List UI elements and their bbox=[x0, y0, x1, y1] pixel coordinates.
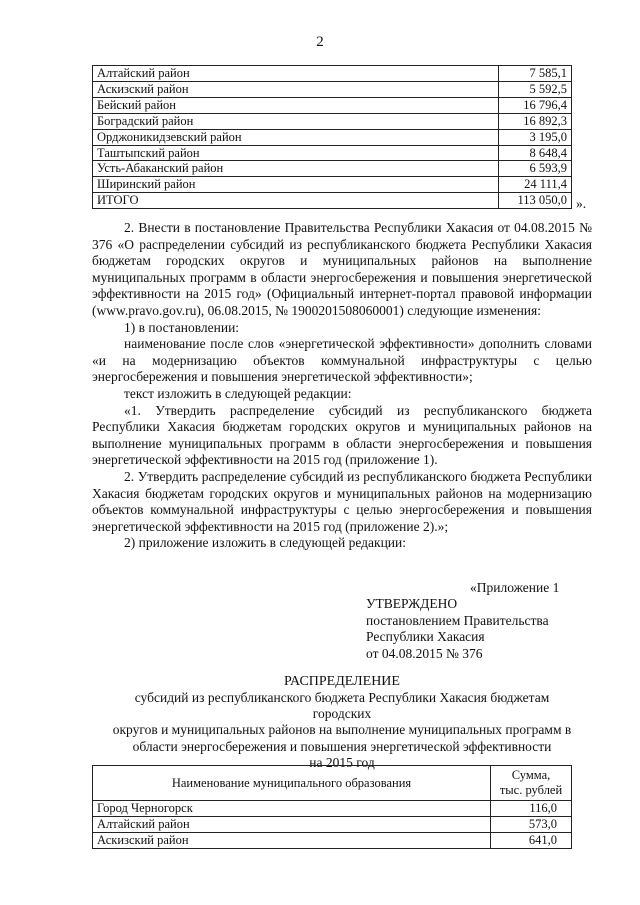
paragraph-item-2: 2. Внести в постановление Правительства Республики Хакасия от 04.08.2015 № 376 «О распределении субсидий из республиканского бюджета Республики Хакасия бюджетам городских округов и муниципальных районов на выполнение муниципальных программ в области энергосбережения и повышения энергетической эффективности на 2015 год» (Официальный интернет-портал правовой информации (www.pravo.gov.ru), 06.08.2015, № 1900201508060001) следующие изменения: bbox=[92, 220, 592, 318]
municipality-sum: 573,0 bbox=[491, 817, 572, 833]
document-subtitle bbox=[104, 690, 580, 771]
district-value: 6 593,9 bbox=[499, 161, 572, 177]
page-number: 2 bbox=[316, 34, 324, 50]
district-value: 3 195,0 bbox=[499, 129, 572, 145]
district-value: 24 111,4 bbox=[499, 177, 572, 193]
table-row bbox=[93, 833, 572, 849]
table-row bbox=[93, 113, 572, 129]
subtitle-line: области энергосбережения и повышения энергетической эффективности bbox=[132, 738, 552, 754]
paragraph-subitem-2: 2) приложение изложить в следующей редакции: bbox=[124, 535, 407, 551]
total-value: 113 050,0 bbox=[499, 193, 572, 209]
district-name: Орджоникидзевский район bbox=[93, 129, 499, 145]
district-name: Аскизский район bbox=[93, 81, 499, 97]
municipality-sum: 641,0 bbox=[491, 833, 572, 849]
table-row bbox=[93, 817, 572, 833]
subsidy-totals-table bbox=[92, 65, 572, 209]
municipality-name: Город Черногорск bbox=[93, 801, 491, 817]
approval-line: Республики Хакасия bbox=[366, 629, 485, 645]
subtitle-line: субсидий из республиканского бюджета Республики Хакасия бюджетам городских bbox=[134, 690, 550, 722]
paragraph-new-item-2: 2. Утвердить распределение субсидий из республиканского бюджета Республики Хакасия бюджетам городских округов и муниципальных районов на модернизацию объектов коммунальной инфраструктуры с целью энергосбережения и повышения энергетической эффективности на 2015 год (приложение 2).»; bbox=[92, 468, 592, 534]
approval-block bbox=[366, 596, 549, 662]
closing-quote: ». bbox=[576, 196, 587, 211]
paragraph-subitem-1: 1) в постановлении: bbox=[124, 319, 240, 335]
subtitle-line: на 2015 год bbox=[309, 754, 375, 770]
district-name: Бейский район bbox=[93, 97, 499, 113]
approval-line: постановлением Правительства bbox=[366, 612, 549, 628]
total-label: ИТОГО bbox=[93, 193, 499, 209]
document-title: РАСПРЕДЕЛЕНИЕ bbox=[284, 674, 400, 689]
district-name: Боградский район bbox=[93, 113, 499, 129]
district-name: Усть-Абаканский район bbox=[93, 161, 499, 177]
district-value: 5 592,5 bbox=[499, 81, 572, 97]
paragraph-text-intro: текст изложить в следующей редакции: bbox=[124, 385, 352, 401]
district-value: 16 892,3 bbox=[499, 113, 572, 129]
district-name: Алтайский район bbox=[93, 66, 499, 82]
table-header-row bbox=[93, 766, 572, 801]
table-row bbox=[93, 129, 572, 145]
district-value: 16 796,4 bbox=[499, 97, 572, 113]
total-row bbox=[93, 193, 572, 209]
approval-heading: УТВЕРЖДЕНО bbox=[366, 596, 458, 611]
header-name: Наименование муниципального образования bbox=[93, 766, 491, 801]
district-value: 7 585,1 bbox=[499, 66, 572, 82]
table-row bbox=[93, 81, 572, 97]
paragraph-title-change: наименование после слов «энергетической эффективности» дополнить словами «и на модернизацию объектов коммунальной инфраструктуры с целью энергосбережения и повышения энергетической эффективности»; bbox=[92, 336, 592, 385]
table-row bbox=[93, 161, 572, 177]
appendix-label: «Приложение 1 bbox=[470, 580, 560, 595]
paragraph-new-item-1: «1. Утвердить распределение субсидий из республиканского бюджета Республики Хакасия бюджетам городских округов и муниципальных районов на выполнение муниципальных программ в области энергосбережения и повышения энергетической эффективности на 2015 год (приложение 1). bbox=[92, 402, 592, 468]
municipality-name: Алтайский район bbox=[93, 817, 491, 833]
district-name: Ширинский район bbox=[93, 177, 499, 193]
table-row bbox=[93, 177, 572, 193]
amendment-text bbox=[92, 220, 592, 552]
table-row bbox=[93, 97, 572, 113]
approval-date: от 04.08.2015 № 376 bbox=[366, 645, 483, 661]
district-name: Таштыпский район bbox=[93, 145, 499, 161]
municipality-sum: 116,0 bbox=[491, 801, 572, 817]
table-row bbox=[93, 145, 572, 161]
district-value: 8 648,4 bbox=[499, 145, 572, 161]
header-sum bbox=[491, 766, 572, 801]
table-row bbox=[93, 66, 572, 82]
header-sum-line: тыс. рублей bbox=[499, 783, 563, 797]
table-row bbox=[93, 801, 572, 817]
subtitle-line: округов и муниципальных районов на выполнение муниципальных программ в bbox=[112, 722, 572, 738]
municipality-name: Аскизский район bbox=[93, 833, 491, 849]
distribution-table bbox=[92, 765, 572, 849]
header-sum-line: Сумма, bbox=[511, 768, 551, 782]
